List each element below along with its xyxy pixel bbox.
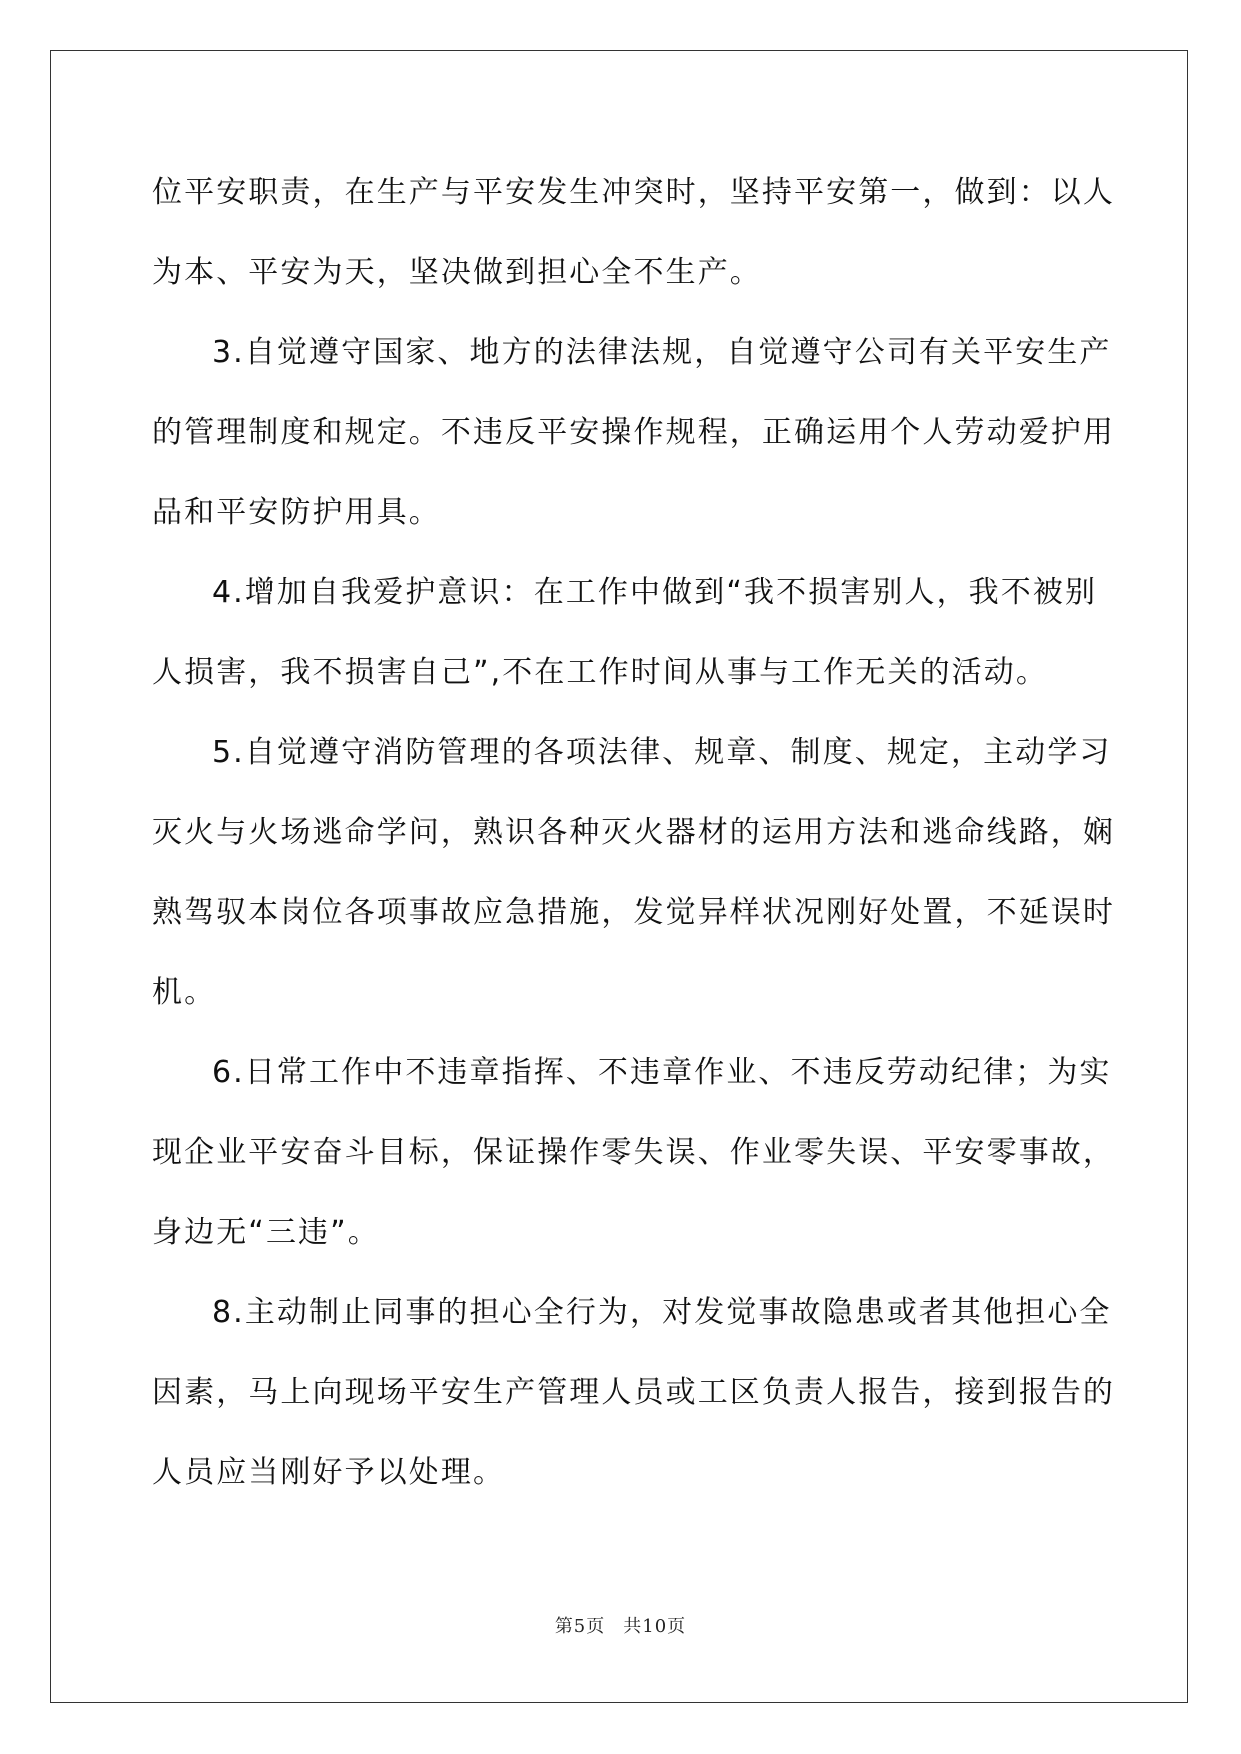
text-line: 3.自觉遵守国家、地方的法律法规，自觉遵守公司有关平安生产 bbox=[212, 335, 1112, 370]
text-line: 人员应当刚好予以处理。 bbox=[152, 1455, 506, 1490]
text-line: 熟驾驭本岗位各项事故应急措施，发觉异样状况刚好处置，不延误时 bbox=[152, 895, 1115, 930]
text-line: 5.自觉遵守消防管理的各项法律、规章、制度、规定，主动学习 bbox=[212, 735, 1112, 770]
text-line: 品和平安防护用具。 bbox=[152, 495, 441, 530]
text-line: 机。 bbox=[152, 975, 217, 1010]
text-line: 为本、平安为天，坚决做到担心全不生产。 bbox=[152, 255, 762, 290]
text-line: 4.增加自我爱护意识：在工作中做到“我不损害别人，我不被别 bbox=[212, 575, 1098, 610]
text-line: 的管理制度和规定。不违反平安操作规程，正确运用个人劳动爱护用 bbox=[152, 415, 1115, 450]
page-total: 共10页 bbox=[623, 1616, 687, 1637]
text-line: 因素，马上向现场平安生产管理人员或工区负责人报告，接到报告的 bbox=[152, 1375, 1115, 1410]
text-line: 6.日常工作中不违章指挥、不违章作业、不违反劳动纪律；为实 bbox=[212, 1055, 1112, 1090]
page-footer bbox=[0, 1612, 1241, 1638]
text-line: 现企业平安奋斗目标，保证操作零失误、作业零失误、平安零事故， bbox=[152, 1135, 1115, 1170]
page-number: 第5页 bbox=[554, 1616, 606, 1637]
text-line: 身边无“三违”。 bbox=[152, 1215, 380, 1250]
text-line: 人损害，我不损害自己”,不在工作时间从事与工作无关的活动。 bbox=[152, 655, 1048, 690]
text-line: 位平安职责，在生产与平安发生冲突时，坚持平安第一，做到：以人 bbox=[152, 175, 1115, 210]
document-body bbox=[152, 158, 1115, 1518]
text-line: 8.主动制止同事的担心全行为，对发觉事故隐患或者其他担心全 bbox=[212, 1295, 1112, 1330]
text-line: 灭火与火场逃命学问，熟识各种灭火器材的运用方法和逃命线路，娴 bbox=[152, 815, 1115, 850]
